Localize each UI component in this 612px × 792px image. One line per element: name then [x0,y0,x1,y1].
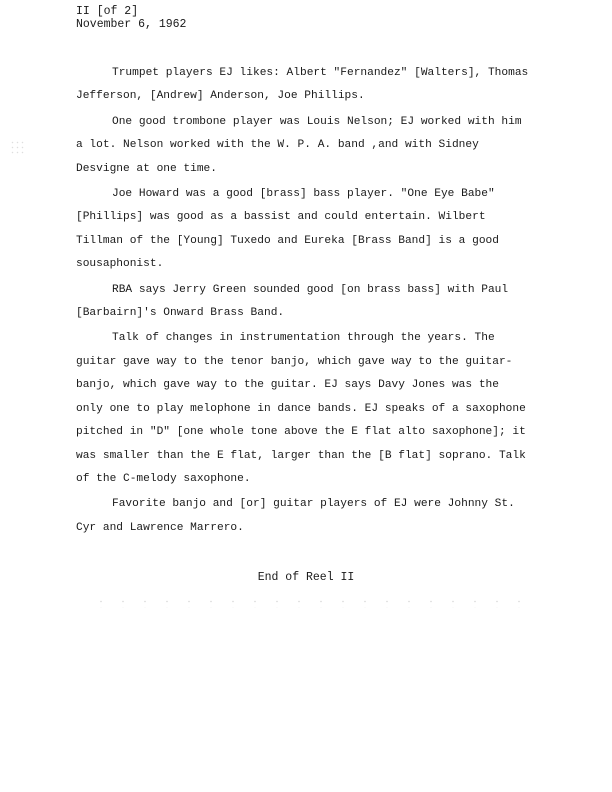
text-line: Joe Howard was a good [brass] bass player. "One Eye Babe" [112,188,495,201]
paragraph-banjo-guitar [76,493,572,540]
text-line: a lot. Nelson worked with the W. P. A. band ,and with Sidney [76,139,479,152]
scan-speckle [90,598,540,608]
scan-margin-mark [10,140,24,154]
paragraph-trumpet-players [76,62,572,109]
text-line: only one to play melophone in dance bands. EJ speaks of a saxophone [76,402,526,415]
text-line: guitar gave way to the tenor banjo, which gave way to the guitar- [76,355,513,368]
end-of-reel-note: End of Reel II [257,571,355,584]
text-line: pitched in "D" [one whole tone above the E flat alto saxophone]; it [76,426,526,439]
text-line: Tillman of the [Young] Tuxedo and Eureka [Brass Band] is a good [76,234,499,247]
text-line: was smaller than the E flat, larger than the [B flat] soprano. Talk [76,449,526,462]
paragraph-instrumentation [76,327,572,491]
text-line: sousaphonist. [76,258,164,271]
text-line: Favorite banjo and [or] guitar players of EJ were Johnny St. [112,498,515,511]
text-line: of the C-melody saxophone. [76,472,251,485]
page-header [76,5,186,31]
text-line: Cyr and Lawrence Marrero. [76,521,244,534]
text-line: Jefferson, [Andrew] Anderson, Joe Phillips. [76,90,365,103]
interview-date: November 6, 1962 [76,18,187,31]
text-line: [Phillips] was good as a bassist and could entertain. Wilbert [76,211,486,224]
text-line: Trumpet players EJ likes: Albert "Fernandez" [Walters], Thomas [112,67,529,79]
text-line: [Barbairn]'s Onward Brass Band. [76,307,285,320]
text-line: banjo, which gave way to the guitar. EJ says Davy Jones was the [76,379,499,392]
reel-label: II [of 2] [76,5,139,18]
text-line: RBA says Jerry Green sounded good [on brass bass] with Paul [112,283,509,296]
paragraph-bass [76,183,572,277]
transcript-body [76,62,572,542]
paragraph-brass-band [76,279,572,326]
text-line: Desvigne at one time. [76,162,217,175]
text-line: One good trombone player was Louis Nelson; EJ worked with him [112,115,522,128]
text-line: Talk of changes in instrumentation through the years. The [112,332,495,345]
paragraph-trombone [76,111,572,181]
